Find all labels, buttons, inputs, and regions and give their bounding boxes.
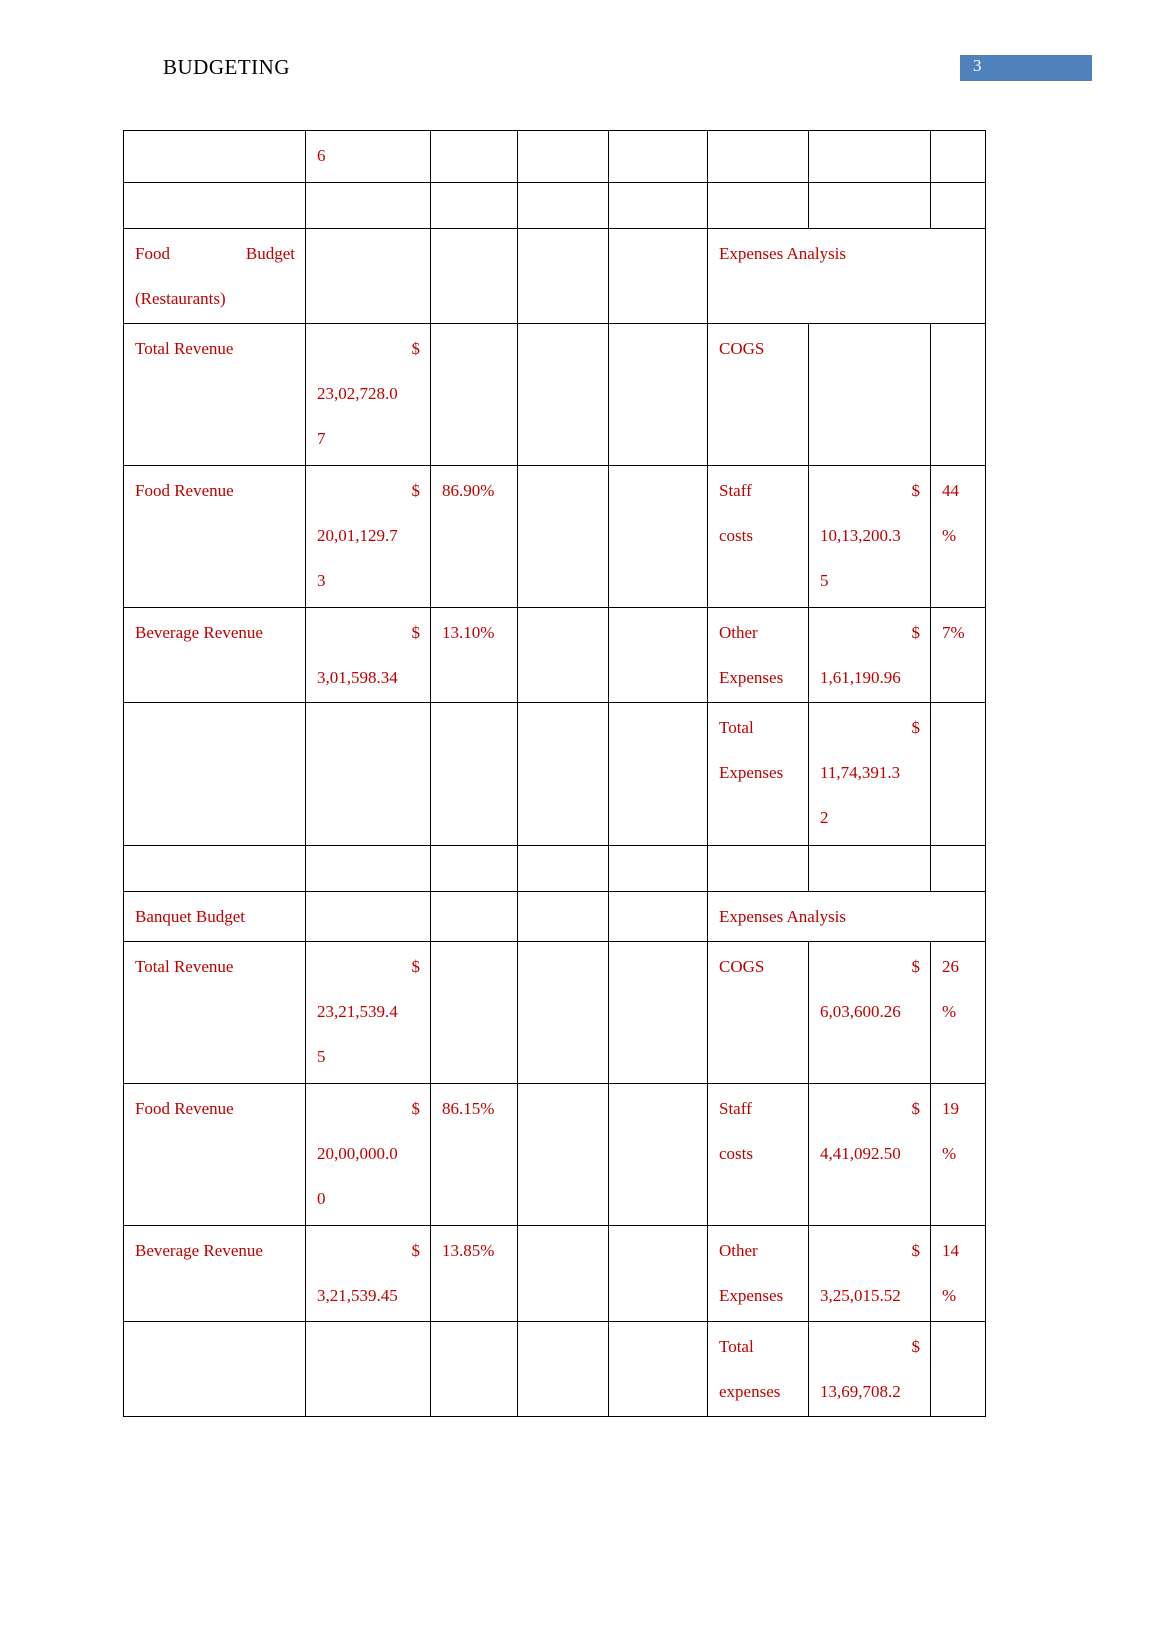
cell-text-line: Food Budget	[135, 244, 295, 263]
banquet-beverage-revenue-value	[306, 1226, 431, 1322]
table-cell	[931, 131, 986, 183]
table-cell	[809, 183, 931, 229]
table-cell	[518, 846, 609, 892]
table-cell	[931, 1322, 986, 1417]
cell-text-line: costs	[719, 526, 753, 545]
table-cell	[306, 1322, 431, 1417]
banquet-cogs-pct	[931, 942, 986, 1084]
cell-text-line: $	[911, 623, 920, 642]
table-cell	[124, 183, 306, 229]
staff-costs-label	[708, 466, 809, 608]
table-cell	[809, 131, 931, 183]
table-cell	[708, 183, 809, 229]
table-cell	[609, 846, 708, 892]
banquet-staff-costs-value	[809, 1084, 931, 1226]
cell-text-line: $	[911, 718, 920, 737]
table-cell	[124, 703, 306, 846]
cell-text-line: 7%	[942, 623, 965, 642]
table-cell	[431, 1322, 518, 1417]
cell-text-line: 2	[820, 808, 829, 827]
banquet-total-revenue-label	[124, 942, 306, 1084]
cell-text-line: Total	[719, 1337, 754, 1356]
cell-text-line: 5	[317, 1047, 326, 1066]
cell-text-line: Staff	[719, 1099, 752, 1118]
table-cell	[306, 892, 431, 942]
cell-text-line: 6,03,600.26	[820, 1002, 901, 1021]
cell-text-line: 26	[942, 957, 959, 976]
cell-text-line: 1,61,190.96	[820, 668, 901, 687]
table-row	[124, 892, 986, 942]
banquet-total-revenue-value	[306, 942, 431, 1084]
banquet-other-expenses-label	[708, 1226, 809, 1322]
banquet-food-revenue-pct	[431, 1084, 518, 1226]
table-cell	[518, 942, 609, 1084]
table-cell	[431, 324, 518, 466]
table-cell	[124, 1322, 306, 1417]
cell-text-line: (Restaurants)	[135, 289, 226, 308]
cell-text-line: $	[411, 1099, 420, 1118]
table-cell	[518, 229, 609, 324]
banquet-beverage-revenue-pct	[431, 1226, 518, 1322]
beverage-revenue-label	[124, 608, 306, 703]
cell-text-line: $	[911, 1099, 920, 1118]
cell-text-line: Other	[719, 623, 758, 642]
cell-text-line: $	[411, 1241, 420, 1260]
cell-text-line: Total Revenue	[135, 339, 234, 358]
table-row	[124, 1084, 986, 1226]
cell-text-line: 3,21,539.45	[317, 1286, 398, 1305]
banquet-total-expenses-label	[708, 1322, 809, 1417]
page-title: BUDGETING	[163, 55, 290, 79]
table-cell	[431, 846, 518, 892]
cell-text-line: $	[411, 339, 420, 358]
other-expenses-label	[708, 608, 809, 703]
cell-text-line: 13.10%	[442, 623, 495, 642]
table-cell	[609, 183, 708, 229]
table-cell	[609, 1322, 708, 1417]
cell-text-line: Beverage Revenue	[135, 1241, 263, 1260]
table-row	[124, 466, 986, 608]
table-cell	[931, 324, 986, 466]
cell-text-line: 44	[942, 481, 959, 500]
banquet-cogs-label	[708, 942, 809, 1084]
other-expenses-value	[809, 608, 931, 703]
cell-text-line: 3,25,015.52	[820, 1286, 901, 1305]
total-revenue-value	[306, 324, 431, 466]
table-row	[124, 608, 986, 703]
table-cell	[809, 324, 931, 466]
other-expenses-pct	[931, 608, 986, 703]
table-cell	[518, 1226, 609, 1322]
cell-text-line: Expenses Analysis	[719, 244, 847, 263]
cell-text-line: Food Revenue	[135, 481, 234, 500]
banquet-other-expenses-value	[809, 1226, 931, 1322]
cell-text-line: Expenses	[719, 763, 784, 782]
cell-text-line: 10,13,200.3	[820, 526, 901, 545]
table-cell	[931, 183, 986, 229]
banquet-budget-title	[124, 892, 306, 942]
banquet-total-expenses-value	[809, 1322, 931, 1417]
table-row	[124, 942, 986, 1084]
table-cell	[431, 183, 518, 229]
banquet-food-revenue-label	[124, 1084, 306, 1226]
cell-text-line: 4,41,092.50	[820, 1144, 901, 1163]
table-cell	[931, 846, 986, 892]
table-cell	[518, 608, 609, 703]
banquet-other-expenses-pct	[931, 1226, 986, 1322]
table-cell	[518, 183, 609, 229]
cell-text-line: Food Revenue	[135, 1099, 234, 1118]
table-cell	[431, 892, 518, 942]
cell-text-line: costs	[719, 1144, 753, 1163]
table-cell	[609, 466, 708, 608]
budget-table	[123, 130, 986, 1417]
cell-text-line: %	[942, 1144, 957, 1163]
table-cell	[708, 846, 809, 892]
cell-text-line: Total	[719, 718, 754, 737]
cell-text-line: $	[411, 957, 420, 976]
cell-text-line: Beverage Revenue	[135, 623, 263, 642]
table-row	[124, 1322, 986, 1417]
table-cell	[518, 466, 609, 608]
cell-text-line: Expenses	[719, 1286, 784, 1305]
table-cell	[306, 229, 431, 324]
table-cell	[431, 229, 518, 324]
table-cell	[124, 846, 306, 892]
cell-text-line: 13,69,708.2	[820, 1382, 901, 1401]
table-cell	[518, 703, 609, 846]
cell-text-line: Total Revenue	[135, 957, 234, 976]
table-row	[124, 324, 986, 466]
cell-text-line: 3	[317, 571, 326, 590]
cell-text-line: expenses	[719, 1382, 781, 1401]
cell-text-line: 86.90%	[442, 481, 495, 500]
cell-text-line: 7	[317, 429, 326, 448]
food-budget-title	[124, 229, 306, 324]
food-revenue-pct	[431, 466, 518, 608]
cell-text-line: Other	[719, 1241, 758, 1260]
cell-text-line: 13.85%	[442, 1241, 495, 1260]
table-cell	[518, 1084, 609, 1226]
cell-text-line: %	[942, 1002, 957, 1021]
table-cell	[306, 183, 431, 229]
cell-text-line: 23,02,728.0	[317, 384, 398, 403]
cell-text-line: 20,01,129.7	[317, 526, 398, 545]
table-cell	[609, 131, 708, 183]
banquet-food-revenue-value	[306, 1084, 431, 1226]
food-revenue-value	[306, 466, 431, 608]
table-cell	[931, 703, 986, 846]
cell-text-line: COGS	[719, 339, 765, 358]
table-cell	[809, 846, 931, 892]
cell-text-line: 19	[942, 1099, 959, 1118]
total-expenses-value	[809, 703, 931, 846]
cell-text-line: 0	[317, 1189, 326, 1208]
table-cell	[609, 324, 708, 466]
cell-text-line: Staff	[719, 481, 752, 500]
table-cell	[518, 892, 609, 942]
cell-text-line: $	[411, 481, 420, 500]
table-cell	[609, 608, 708, 703]
total-revenue-label	[124, 324, 306, 466]
banquet-beverage-revenue-label	[124, 1226, 306, 1322]
table-cell	[518, 1322, 609, 1417]
table-cell	[431, 703, 518, 846]
cell-text-line: %	[942, 526, 957, 545]
cell-text-line: 23,21,539.4	[317, 1002, 398, 1021]
cell-text-line: COGS	[719, 957, 765, 976]
table-cell	[431, 131, 518, 183]
table-cell	[609, 942, 708, 1084]
table-cell	[518, 324, 609, 466]
cell-text-line: 3,01,598.34	[317, 668, 398, 687]
cell-text-line: 14	[942, 1241, 959, 1260]
staff-costs-value	[809, 466, 931, 608]
page-number-badge	[960, 55, 1092, 81]
cell-text-line: $	[411, 623, 420, 642]
carryover-value	[306, 131, 431, 183]
table-cell	[609, 892, 708, 942]
table-row	[124, 229, 986, 324]
cell-text-line: $	[911, 1337, 920, 1356]
table-row	[124, 846, 986, 892]
table-row	[124, 131, 986, 183]
cell-text-line: Expenses Analysis	[719, 907, 847, 926]
table-cell	[518, 131, 609, 183]
total-expenses-label	[708, 703, 809, 846]
cell-text-line: 86.15%	[442, 1099, 495, 1118]
banquet-expenses-analysis-title	[708, 892, 986, 942]
cogs-label	[708, 324, 809, 466]
cell-text-line: $	[911, 481, 920, 500]
cell-text-line: Expenses	[719, 668, 784, 687]
table-cell	[431, 942, 518, 1084]
table-cell	[609, 1084, 708, 1226]
expenses-analysis-title	[708, 229, 986, 324]
table-cell	[609, 703, 708, 846]
staff-costs-pct	[931, 466, 986, 608]
cell-text-line: 6	[317, 146, 326, 165]
banquet-staff-costs-pct	[931, 1084, 986, 1226]
table-cell	[306, 703, 431, 846]
table-cell	[609, 1226, 708, 1322]
cell-text-line: 11,74,391.3	[820, 763, 901, 782]
table-cell	[124, 131, 306, 183]
beverage-revenue-value	[306, 608, 431, 703]
table-cell	[306, 846, 431, 892]
banquet-cogs-value	[809, 942, 931, 1084]
banquet-staff-costs-label	[708, 1084, 809, 1226]
table-row	[124, 183, 986, 229]
table-cell	[609, 229, 708, 324]
cell-text-line: $	[911, 1241, 920, 1260]
cell-text-line: $	[911, 957, 920, 976]
beverage-revenue-pct	[431, 608, 518, 703]
cell-text-line: 20,00,000.0	[317, 1144, 398, 1163]
page-number: 3	[973, 56, 982, 75]
cell-text-line: 5	[820, 571, 829, 590]
cell-text-line: Banquet Budget	[135, 907, 246, 926]
cell-text-line: %	[942, 1286, 957, 1305]
food-revenue-label	[124, 466, 306, 608]
table-cell	[708, 131, 809, 183]
table-row	[124, 1226, 986, 1322]
table-row	[124, 703, 986, 846]
